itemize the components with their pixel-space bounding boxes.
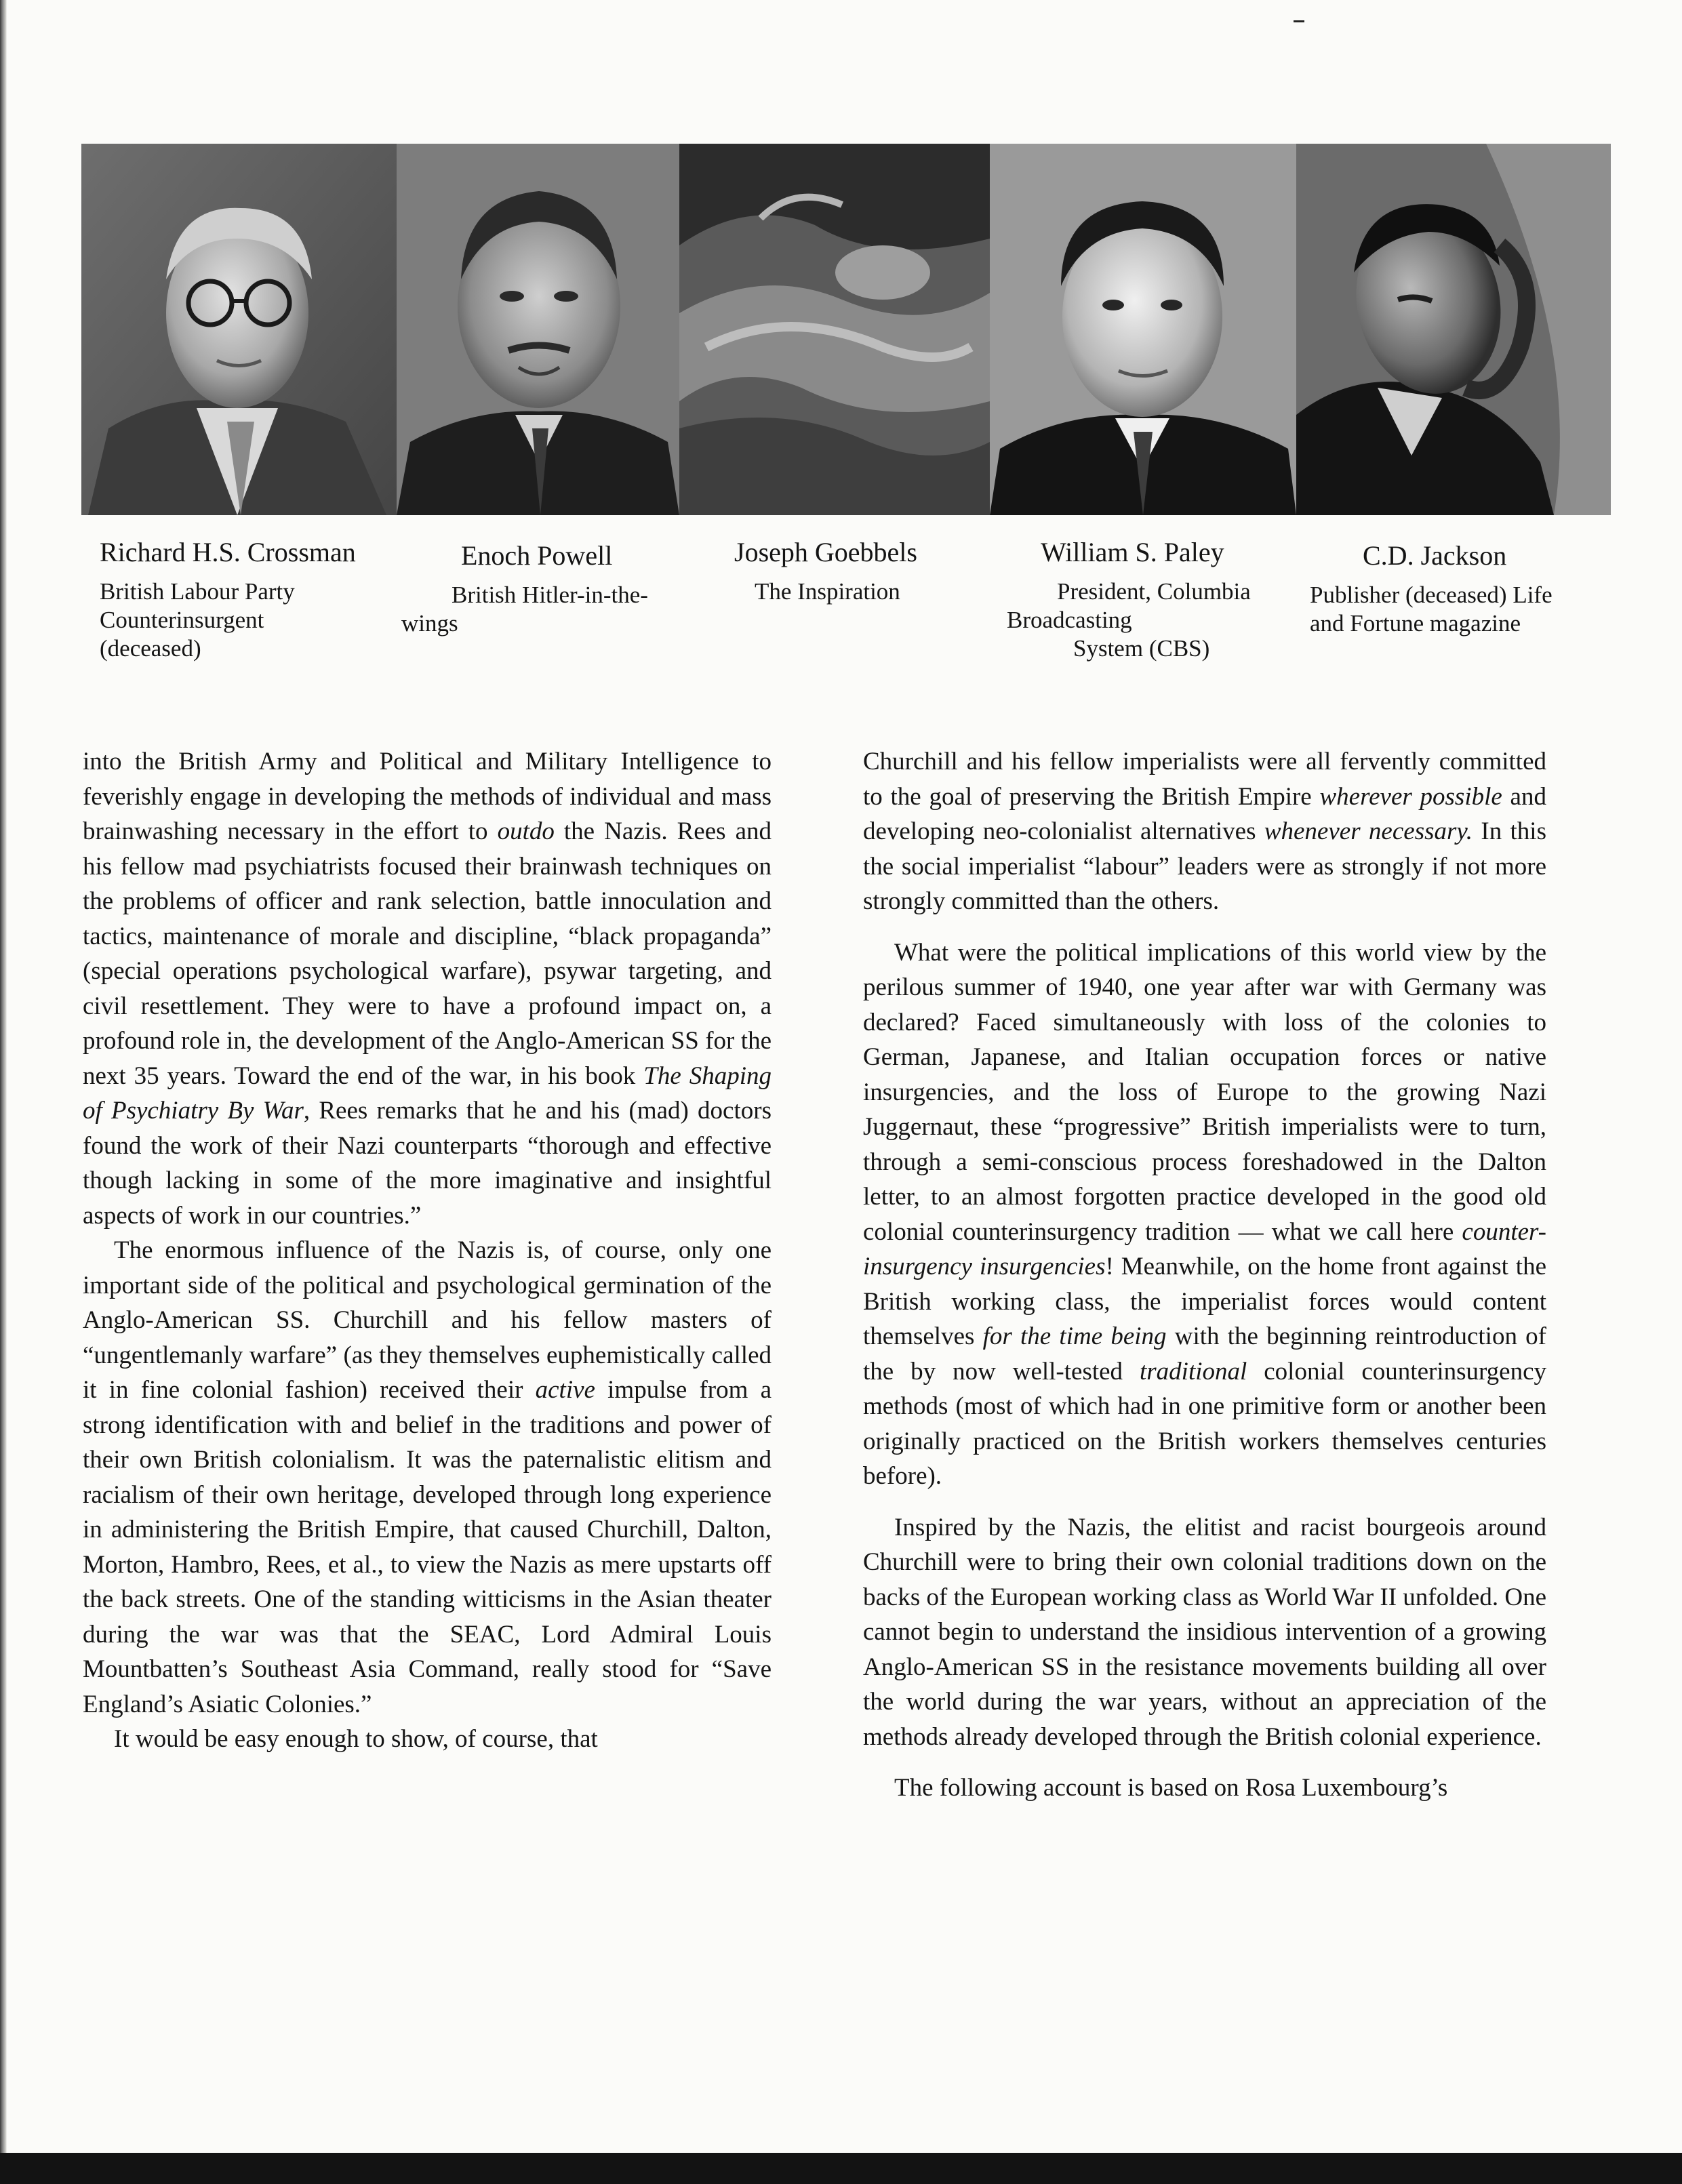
paragraph [863, 1510, 1546, 1755]
paragraph [863, 1771, 1546, 1806]
text-run: with the beginning reintroduction of the by now well-tested [863, 1322, 1546, 1386]
caption-name: Enoch Powell [461, 540, 613, 571]
text-run: What were the political implications of this world view by the perilous summer of 1940, one year after war with Germany was declared? Faced simultaneously with loss of the colonies to German, Japanese, and Italian occupation forces or native insurgencies, and the loss of Europe to the growing Nazi Juggernaut, these “progressive” British imperialists were to turn, through a semi-conscious process foreshadowed in the Dalton letter, to an almost forgotten practice developed in the good old colonial counterinsurgency tradition — what we call here [863, 938, 1546, 1246]
text-run: and developing neo-colonialist alternatives [863, 782, 1546, 845]
caption-powell [401, 539, 700, 638]
paragraph [83, 744, 772, 1233]
text-run: The enormous influence of the Nazis is, of course, only one important side of the political and psychological germination of the Anglo-American SS. Churchill and his fellow masters of “ungentlemanly warfare” (as they themselves euphemistically called it in fine colonial fashion) received their [83, 1236, 772, 1404]
caption-desc-line: Counterinsurgent [100, 607, 264, 633]
text-run: Churchill and his fellow imperialists were all fervently committed to the goal of preserving the British Empire [863, 748, 1546, 811]
photo-captions [0, 0, 1682, 678]
italic-text: wherever possible [1319, 782, 1502, 811]
caption-desc-text: British Labour Party [100, 578, 295, 605]
paragraph [863, 935, 1546, 1494]
text-run: ! Meanwhile, on the home front against the British working class, the imperialist forces would content themselves [863, 1253, 1546, 1350]
text-run: into the British Army and Political and Military Intelligence to feverishly engage in developing the methods of individual and mass brainwashing necessary in the effort to [83, 748, 772, 845]
caption-desc-line: and Fortune magazine [1310, 610, 1521, 636]
caption-desc-line: Broadcasting [1007, 607, 1132, 633]
left-column [83, 744, 772, 1757]
paragraph [83, 1233, 772, 1722]
text-run: It would be easy enough to show, of course, that [114, 1725, 598, 1753]
caption-name: William S. Paley [1041, 537, 1224, 567]
caption-desc-line: Publisher (deceased) Life [1310, 582, 1553, 608]
paragraph [863, 744, 1546, 919]
italic-text: The Shaping of Psychiatry By War [83, 1061, 772, 1125]
scan-bottom-edge [0, 2153, 1682, 2184]
italic-text: counter-insurgency insurgencies [863, 1217, 1546, 1280]
caption-desc-line: (deceased) [100, 635, 201, 662]
caption-desc-line: President, Columbia [1057, 578, 1251, 605]
text-run: Inspired by the Nazis, the elitist and racist bourgeois around Churchill were to bring their own colonial traditions down on the backs of the European working class as World War II unfolded. One cannot begin to understand the insidious intervention of a growing Anglo-American SS in the resistance movements building all over the world during the war years, without an appreciation of the methods already developed through the British colonial experience. [863, 1513, 1546, 1751]
right-column [863, 744, 1546, 1806]
text-run: The following account is based on Rosa Luxembourg’s [894, 1774, 1448, 1802]
caption-desc-line [100, 578, 371, 606]
caption-goebbels [734, 535, 1019, 606]
italic-text: active [535, 1376, 595, 1404]
italic-text: whenever necessary. [1264, 817, 1473, 845]
text-run: colonial counterinsurgency methods (most of which had in one primitive form or another been originally practiced on the British workers themselves centuries before). [863, 1357, 1546, 1490]
caption-name: C.D. Jackson [1363, 540, 1507, 571]
caption-name: Richard H.S. Crossman [100, 537, 356, 567]
text-run: In this the social imperialist “labour” leaders were as strongly if not more strongly committed than the others. [863, 817, 1546, 915]
caption-name: Joseph Goebbels [734, 537, 917, 567]
italic-text: outdo [497, 817, 555, 845]
caption-jackson [1310, 539, 1608, 638]
paragraph [83, 1722, 772, 1757]
text-run: impulse from a strong identification with and belief in the traditions and power of their own British colonialism. It was the paternalistic elitism and racialism of their own heritage, developed through long experience in administering the British Empire, that caused Churchill, Dalton, Morton, Hambro, Rees, et al., to view the Nazis as mere upstarts off the back streets. One of the standing witticisms in the Asian theater during the war was that the SEAC, Lord Admiral Louis Mountbatten’s Southeast Asia Command, really stood for “Save England’s Asiatic Colonies.” [83, 1376, 772, 1718]
caption-paley [1007, 535, 1291, 663]
caption-desc-line: British Hitler-in-the- [452, 582, 648, 608]
italic-text: traditional [1140, 1357, 1247, 1386]
caption-desc-line: The Inspiration [755, 578, 900, 605]
italic-text: for the time being [982, 1322, 1167, 1350]
caption-crossman [100, 535, 398, 663]
caption-desc-line: wings [401, 610, 458, 636]
text-run: , Rees remarks that he and his (mad) doctors found the work of their Nazi counterparts “thorough and effective though lacking in some of the more imaginative and insightful aspects of work in our countries.” [83, 1097, 772, 1230]
caption-desc-line: System (CBS) [1073, 635, 1210, 662]
text-run: the Nazis. Rees and his fellow mad psychiatrists focused their brainwash techniques on the problems of officer and rank selection, battle innoculation and tactics, maintenance of morale and discipline, “black propaganda” (special operations psychological warfare), psywar targeting, and civil resettlement. They were to have a profound impact on, a profound role in, the development of the Anglo-American SS for the next 35 years. Toward the end of the war, in his book [83, 817, 772, 1090]
